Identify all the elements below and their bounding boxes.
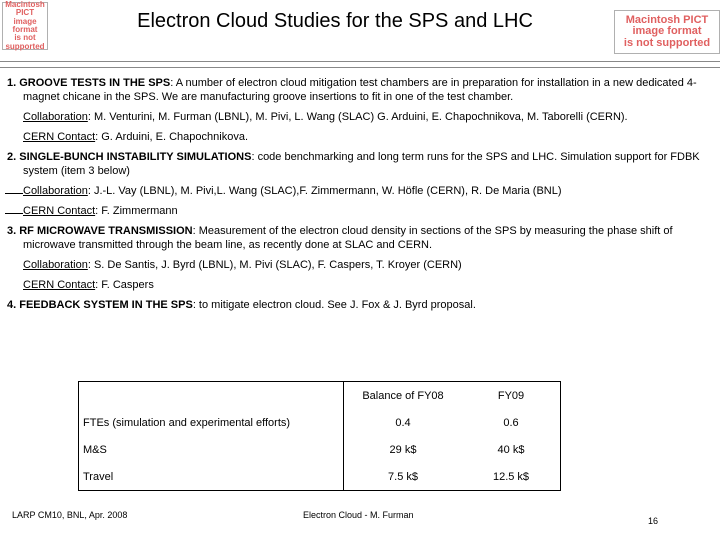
contact-text: : G. Arduini, E. Chapochnikova. [95,131,249,143]
header-cell-label [79,382,344,410]
contact-line [7,278,713,292]
pict-right-line-1: Macintosh PICT [625,13,709,26]
table-row [79,436,561,463]
collaboration-label: Collaboration [23,259,88,271]
row-value-fy09: 0.6 [503,416,519,429]
item-heading [7,224,713,252]
item-title: 1. GROOVE TESTS IN THE SPS [7,77,171,89]
collaboration-text: : M. Venturini, M. Furman (LBNL), M. Pivi, L. Wang (SLAC) G. Arduini, E. Chapochnikova, M. Taborelli (CERN). [87,111,628,123]
contact-line [7,204,713,218]
slide-body [7,76,713,318]
contact-label: CERN Contact [23,279,96,291]
underline-lead [5,193,23,194]
collaboration-line [7,258,713,272]
header-divider-top [0,61,720,62]
item-single-bunch-sims [7,150,713,218]
pict-placeholder-right [614,10,720,54]
item-description: : A number of electron cloud mitigation test chambers are in preparation for installation in a new dedicated 4-magnet chicane in the SPS. We are manufacturing groove insertions to fit in one of the test chamber. [23,77,697,103]
item-heading [7,150,713,178]
item-title: 4. FEEDBACK SYSTEM IN THE SPS [7,299,193,311]
table-row [79,463,561,491]
underline-lead [5,213,23,214]
pict-left-line-3: is not supported [5,33,45,51]
header-cell-fy09: FY09 [497,389,525,402]
contact-label: CERN Contact [23,205,96,217]
item-description: : Measurement of the electron cloud density in sections of the SPS by measuring the phase shift of microwave transmitted through the beam line, as recently done at SLAC and CERN. [23,225,673,251]
item-heading [7,76,713,104]
footer-author: Electron Cloud - M. Furman [303,510,414,520]
slide-title: Electron Cloud Studies for the SPS and LHC [137,10,533,32]
collaboration-line [7,184,713,198]
page-number: 16 [648,516,659,526]
item-title: 3. RF MICROWAVE TRANSMISSION [7,225,193,237]
row-value-fy09: 12.5 k$ [492,470,530,483]
row-value-fy09: 40 k$ [497,443,525,456]
collaboration-label: Collaboration [23,185,88,197]
footer-conference: LARP CM10, BNL, Apr. 2008 [12,510,128,520]
item-title: 2. SINGLE-BUNCH INSTABILITY SIMULATIONS [7,151,252,163]
row-label: Travel [79,463,344,491]
header-divider-bottom [0,67,720,68]
item-description: : to mitigate electron cloud. See J. Fox & J. Byrd proposal. [192,299,476,311]
collaboration-text: : S. De Santis, J. Byrd (LBNL), M. Pivi (SLAC), F. Caspers, T. Kroyer (CERN) [87,259,462,271]
pict-right-line-2: image format [632,25,702,38]
collaboration-text: : J.-L. Vay (LBNL), M. Pivi,L. Wang (SLAC),F. Zimmermann, W. Höfle (CERN), R. De Maria (BNL) [87,185,562,197]
contact-label: CERN Contact [23,131,96,143]
collaboration-line [7,110,713,124]
pict-right-line-3: is not supported [623,36,711,49]
row-label: M&S [79,436,344,463]
item-groove-tests [7,76,713,144]
contact-line [7,130,713,144]
table-row [79,409,561,436]
item-heading [7,298,713,312]
row-label: FTEs (simulation and experimental efforts) [79,409,344,436]
collaboration-label: Collaboration [23,111,88,123]
item-feedback-system [7,298,713,312]
table-header-row [79,382,561,410]
row-value-fy08: 0.4 [395,416,411,429]
row-value-fy08: 29 k$ [389,443,417,456]
item-description: : code benchmarking and long term runs for the SPS and LHC. Simulation support for FDBK system (item 3 below) [23,151,700,177]
pict-left-line-2: image format [12,16,38,34]
budget-table [78,381,561,491]
pict-placeholder-left [2,2,48,50]
contact-text: : F. Caspers [95,279,154,291]
contact-text: : F. Zimmermann [95,205,178,217]
row-value-fy08: 7.5 k$ [388,470,418,483]
pict-left-line-1: Macintosh PICT [5,0,45,18]
item-rf-microwave [7,224,713,292]
header-cell-fy08: Balance of FY08 [362,389,444,402]
